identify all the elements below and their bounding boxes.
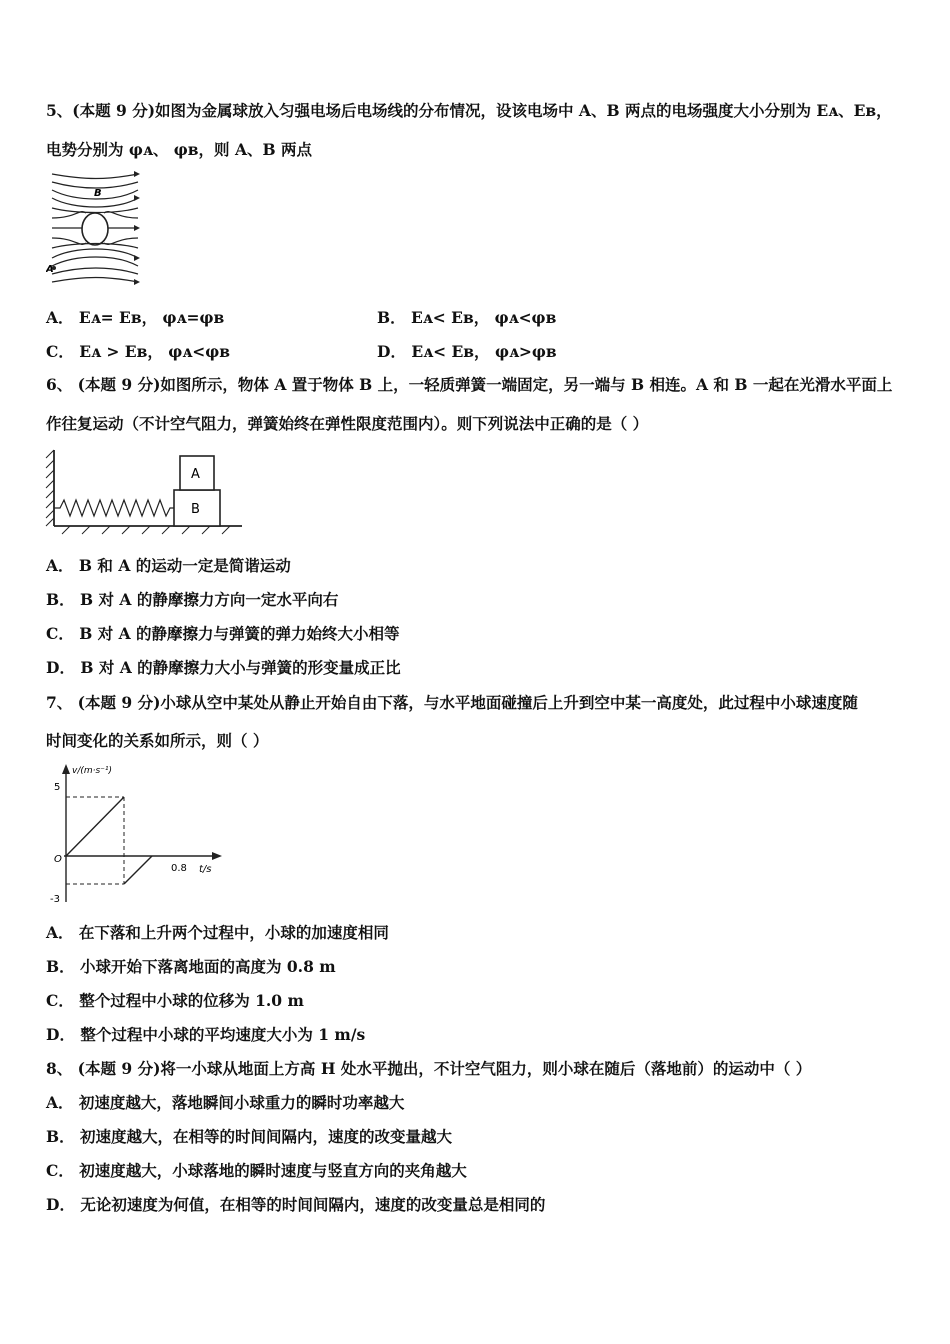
q8-option-c[interactable]: C． 初速度越大，小球落地的瞬时速度与竖直方向的夹角越大	[46, 1161, 467, 1180]
q6-stem-line1: 6、 (本题 9 分)如图所示，物体 A 置于物体 B 上，一轻质弹簧一端固定，另一端与 B 相连。A 和 B 一起在光滑水平面上	[46, 375, 893, 394]
q5-stem-line2: 电势分别为 φᴀ、 φʙ，则 A、B 两点	[46, 140, 312, 159]
q7-y-bottom-tick: -3	[50, 894, 60, 905]
q6-spring-block-figure	[44, 448, 244, 538]
q7-stem-line1: 7、 (本题 9 分)小球从空中某处从静止开始自由下落，与水平地面碰撞后上升到空中某一高度处，此过程中小球速度随	[46, 693, 858, 712]
q5-option-b[interactable]: B． Eᴀ< Eʙ， φᴀ<φʙ	[377, 308, 557, 327]
q5-point-a-label: A	[46, 264, 54, 275]
q7-y-top-tick: 5	[54, 782, 61, 793]
q7-x-tick-label: 0.8	[171, 863, 187, 874]
q8-option-b[interactable]: B． 初速度越大，在相等的时间间隔内，速度的改变量越大	[46, 1127, 452, 1146]
q6-option-d[interactable]: D． B 对 A 的静摩擦力大小与弹簧的形变量成正比	[46, 658, 401, 677]
q7-y-axis-label: v/(m·s⁻¹)	[72, 766, 113, 776]
q6-option-b[interactable]: B． B 对 A 的静摩擦力方向一定水平向右	[46, 590, 339, 609]
q7-x-axis-label: t/s	[199, 864, 212, 875]
q8-stem-line1: 8、 (本题 9 分)将一小球从地面上方高 H 处水平抛出，不计空气阻力，则小球在随后（落地前）的运动中（ ）	[46, 1059, 812, 1078]
q7-option-b[interactable]: B． 小球开始下落离地面的高度为 0.8 m	[46, 957, 336, 976]
q7-stem-line2: 时间变化的关系如所示，则（ ）	[46, 731, 269, 750]
q6-block-a-label: A	[191, 467, 200, 482]
q8-option-a[interactable]: A． 初速度越大，落地瞬间小球重力的瞬时功率越大	[46, 1093, 405, 1112]
q7-option-d[interactable]: D． 整个过程中小球的平均速度大小为 1 m/s	[46, 1025, 366, 1044]
q8-option-d[interactable]: D． 无论初速度为何值，在相等的时间间隔内，速度的改变量总是相同的	[46, 1195, 546, 1214]
q5-point-b-label: B	[94, 188, 102, 199]
q5-electric-field-figure	[46, 168, 146, 288]
q7-origin-label: O	[54, 854, 62, 865]
q7-velocity-time-graph	[44, 762, 224, 908]
q7-option-a[interactable]: A． 在下落和上升两个过程中，小球的加速度相同	[46, 923, 389, 942]
q7-option-c[interactable]: C． 整个过程中小球的位移为 1.0 m	[46, 991, 304, 1010]
q6-stem-line2: 作往复运动（不计空气阻力，弹簧始终在弹性限度范围内）。则下列说法中正确的是（ ）	[46, 414, 649, 433]
q6-option-c[interactable]: C． B 对 A 的静摩擦力与弹簧的弹力始终大小相等	[46, 624, 400, 643]
q5-option-d[interactable]: D． Eᴀ< Eʙ， φᴀ>φʙ	[377, 342, 557, 361]
q5-option-c[interactable]: C． Eᴀ > Eʙ， φᴀ<φʙ	[46, 342, 230, 361]
q5-option-a[interactable]: A． Eᴀ= Eʙ， φᴀ=φʙ	[46, 308, 225, 327]
q6-option-a[interactable]: A． B 和 A 的运动一定是简谐运动	[46, 556, 291, 575]
q6-block-b-label: B	[191, 502, 200, 517]
q5-stem-line1: 5、(本题 9 分)如图为金属球放入匀强电场后电场线的分布情况，设该电场中 A、B 两点的电场强度大小分别为 Eᴀ、Eʙ，	[46, 101, 892, 120]
